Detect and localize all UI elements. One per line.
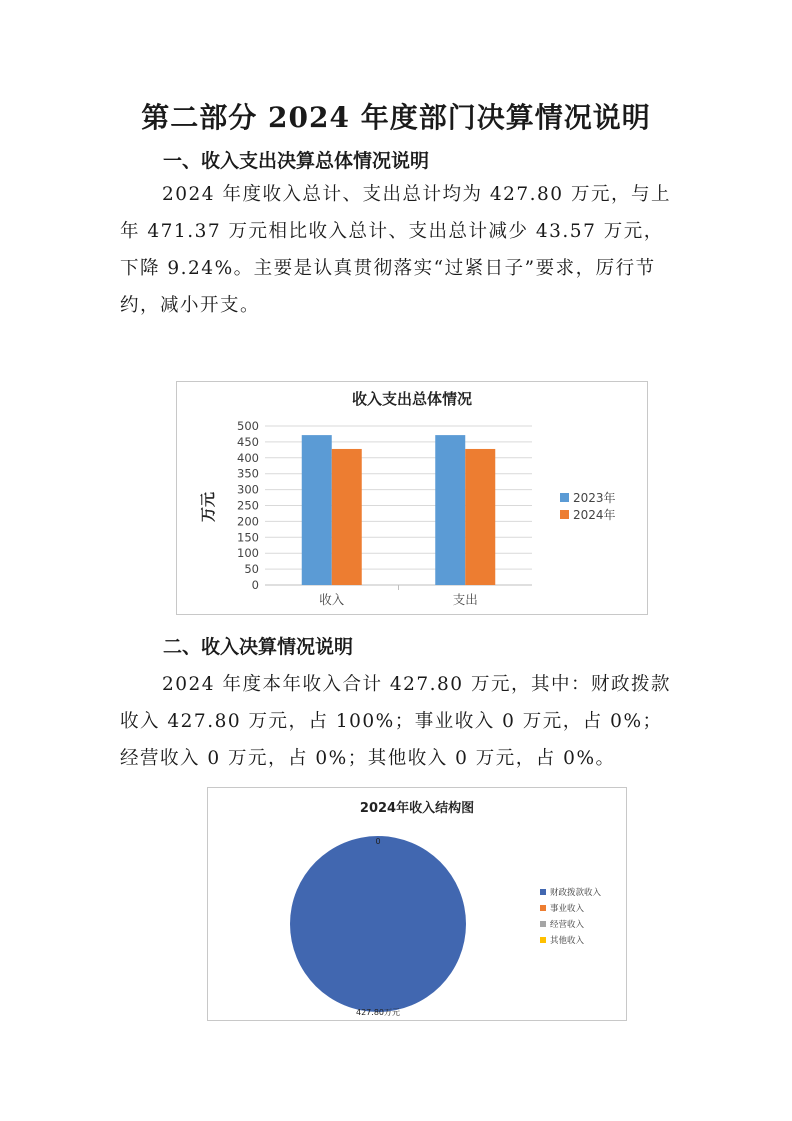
pie-legend-label: 财政拨款收入	[550, 888, 602, 898]
pie-data-label: 0	[375, 837, 381, 846]
bar-chart-ylabel: 万元	[199, 491, 217, 523]
bar-category-label: 支出	[452, 592, 478, 607]
bar-ytick-label: 300	[237, 482, 259, 497]
bar-legend-label: 2024年	[573, 508, 616, 522]
bar-ytick-label: 150	[237, 530, 259, 545]
bar-ytick-label: 350	[237, 466, 259, 481]
bar-ytick-label: 200	[237, 514, 259, 529]
pie-chart	[208, 788, 626, 1020]
bar-ytick-label: 500	[237, 419, 259, 433]
bar-ytick-label: 400	[237, 450, 259, 465]
pie-legend-swatch	[540, 921, 546, 927]
pie-legend-swatch	[540, 905, 546, 911]
bar-category-label: 收入	[319, 592, 345, 607]
bar-0-0	[302, 435, 332, 585]
bar-chart-title: 收入支出总体情况	[351, 390, 473, 408]
pie-legend-label: 事业收入	[550, 904, 585, 914]
page-title: 第二部分 2024 年度部门决算情况说明	[141, 101, 651, 134]
bar-ytick-label: 100	[237, 546, 259, 561]
bar-ytick-label: 0	[251, 578, 259, 592]
section-2-paragraph: 2024 年度本年收入合计 427.80 万元，其中：财政拨款收入 427.80 万元，占 100%；事业收入 0 万元，占 0%；经营收入 0 万元，占 0%；其他收入 0 万元，占 0%。	[120, 674, 671, 769]
pie-slice-0	[290, 836, 466, 1012]
pie-legend-swatch	[540, 937, 546, 943]
bar-chart	[177, 382, 647, 614]
bar-legend-label: 2023年	[573, 491, 616, 505]
pie-legend-swatch	[540, 889, 546, 895]
section-2-heading: 二、收入决算情况说明	[163, 636, 354, 658]
pie-legend-label: 其他收入	[550, 936, 585, 946]
bar-1-0	[435, 435, 465, 585]
bar-ytick-label: 250	[237, 498, 259, 513]
pie-legend-label: 经营收入	[550, 920, 585, 930]
section-1-paragraph: 2024 年度收入总计、支出总计均为 427.80 万元，与上年 471.37 万元相比收入总计、支出总计减少 43.57 万元，下降 9.24%。主要是认真贯彻落实“过紧日子”要求，厉行节约，减小开支。	[120, 184, 671, 316]
pie-chart-title: 2024年收入结构图	[359, 801, 475, 816]
bar-0-1	[332, 449, 362, 585]
pie-data-label: 427.80万元	[356, 1008, 400, 1017]
bar-ytick-label: 450	[237, 434, 259, 449]
pie-chart-container	[207, 787, 627, 1021]
bar-legend-swatch	[560, 493, 569, 502]
bar-chart-container	[176, 381, 648, 615]
bar-1-1	[465, 449, 495, 585]
section-1-heading: 一、收入支出决算总体情况说明	[163, 150, 430, 172]
bar-legend-swatch	[560, 510, 569, 519]
bar-ytick-label: 50	[244, 562, 259, 577]
